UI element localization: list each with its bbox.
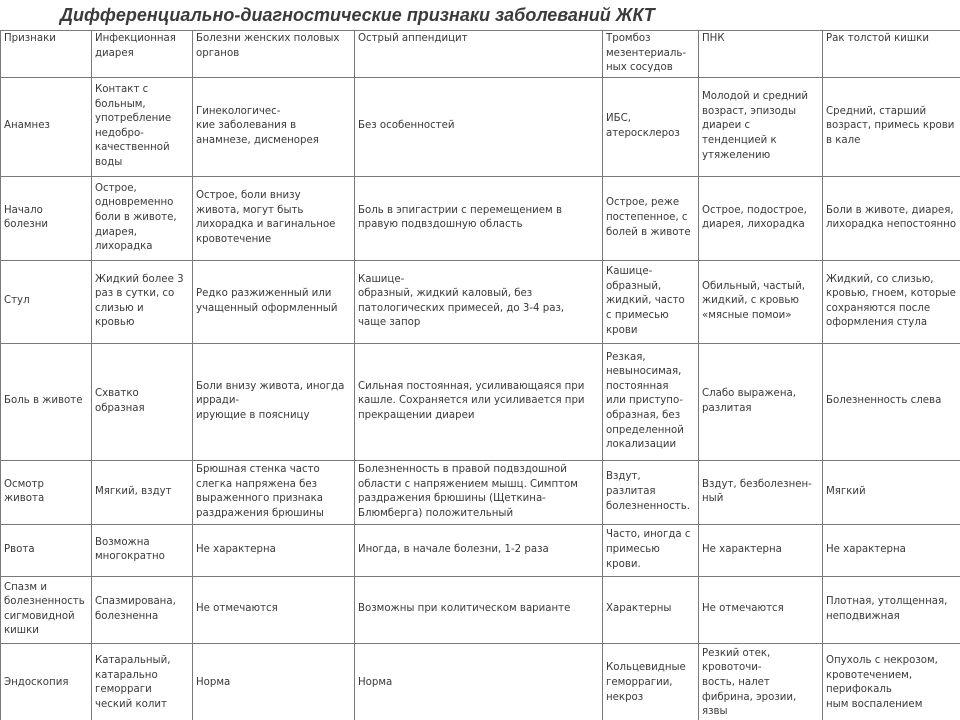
cell-text: Возможна многократно xyxy=(95,536,165,563)
table-cell xyxy=(603,260,699,343)
cell-text: Плотная, утолщенная, неподвижная xyxy=(826,596,948,622)
table-row xyxy=(1,460,960,524)
cell-text: Кашице- образный, жидкий каловый, без патологических примесей, до 3-4 раз, чаще запор xyxy=(358,273,565,329)
cell-text: Брюшная стенка часто слегка напряжена без выраженного признака раздражения брюшины xyxy=(196,464,324,519)
table-cell xyxy=(699,77,823,176)
table-cell xyxy=(355,643,603,720)
table-cell xyxy=(823,460,960,524)
header-cell xyxy=(603,31,699,78)
header-cell-text: Рак толстой кишки xyxy=(826,33,929,44)
cell-text: Иногда, в начале болезни, 1-2 раза xyxy=(358,543,549,555)
table-cell xyxy=(823,260,960,343)
table-cell xyxy=(823,576,960,643)
row-label-cell xyxy=(1,77,92,176)
table-cell xyxy=(823,343,960,460)
table-row xyxy=(1,260,960,343)
cell-text: Не характерна xyxy=(196,543,276,555)
table-cell xyxy=(823,77,960,176)
table-row xyxy=(1,524,960,576)
cell-text: Кольцевидные геморрагии, некроз xyxy=(606,662,686,703)
row-label-cell xyxy=(1,460,92,524)
cell-text: Схватко образная xyxy=(95,388,145,414)
cell-text: Резкий отек, кровоточи- вость, налет фибрина, эрозии, язвы xyxy=(702,647,797,718)
cell-text: Резкая, невыносимая, постоянная или приступо- образная, без определенной локализации xyxy=(606,351,684,451)
diagnostic-table xyxy=(0,30,960,720)
cell-text: Острое, одновременно боли в животе, диарея, лихорадка xyxy=(95,182,177,253)
table-header-row xyxy=(1,31,960,78)
table-cell xyxy=(193,643,355,720)
table-cell xyxy=(603,576,699,643)
cell-text: Контакт с больным, употребление недобро- качественной воды xyxy=(95,84,172,168)
page-title: Дифференциально-диагностические признаки заболеваний ЖКТ xyxy=(60,5,655,25)
cell-text: Жидкий, со слизью, кровью, гноем, которые сохраняются после оформления стула xyxy=(826,273,956,329)
cell-text: Не отмечаются xyxy=(702,603,784,615)
table-cell xyxy=(193,524,355,576)
table-row xyxy=(1,576,960,643)
table-cell xyxy=(355,176,603,260)
table-cell xyxy=(603,77,699,176)
table-cell xyxy=(603,524,699,576)
table-cell xyxy=(823,524,960,576)
cell-text: Норма xyxy=(358,676,393,688)
cell-text: Не характерна xyxy=(826,543,906,555)
table-cell xyxy=(699,643,823,720)
header-cell-text: Болезни женских половых органов xyxy=(196,33,340,59)
table-cell xyxy=(603,643,699,720)
table-cell xyxy=(355,524,603,576)
cell-text: Характерны xyxy=(606,603,672,615)
cell-text: Острое, реже постепенное, с болей в животе xyxy=(606,197,691,238)
row-label-cell xyxy=(1,576,92,643)
cell-text: Слабо выражена, разлитая xyxy=(702,388,796,414)
header-cell xyxy=(193,31,355,78)
table-cell xyxy=(193,176,355,260)
table-cell xyxy=(823,176,960,260)
cell-text: Обильный, частый, жидкий, с кровью «мясные помои» xyxy=(702,280,805,322)
table-cell xyxy=(823,643,960,720)
cell-text: Спазмирована, болезненна xyxy=(95,596,176,622)
row-label: Осмотр живота xyxy=(4,478,45,505)
table-cell xyxy=(355,343,603,460)
cell-text: Жидкий более 3 раз в сутки, со слизью и кровью xyxy=(95,273,184,329)
cell-text: Кашице- образный, жидкий, часто с примесью крови xyxy=(606,266,685,336)
table-cell xyxy=(193,576,355,643)
table-cell xyxy=(92,77,193,176)
table-cell xyxy=(92,524,193,576)
table-cell xyxy=(603,343,699,460)
header-cell xyxy=(1,31,92,78)
table-cell xyxy=(355,576,603,643)
header-cell xyxy=(823,31,960,78)
cell-text: Боли в животе, диарея, лихорадка непостоянно xyxy=(826,204,957,231)
table-cell xyxy=(92,176,193,260)
row-label-cell xyxy=(1,643,92,720)
row-label-cell xyxy=(1,343,92,460)
row-label-cell xyxy=(1,176,92,260)
table-cell xyxy=(355,460,603,524)
table-cell xyxy=(92,343,193,460)
table-cell xyxy=(92,643,193,720)
row-label: Анамнез xyxy=(4,120,50,132)
table-cell xyxy=(699,176,823,260)
table-cell xyxy=(193,460,355,524)
cell-text: Возможны при колитическом варианте xyxy=(358,603,571,615)
table-cell xyxy=(193,77,355,176)
table-row xyxy=(1,343,960,460)
row-label: Спазм и болезненность сигмовидной кишки xyxy=(4,581,85,637)
table-cell xyxy=(92,260,193,343)
cell-text: Боли внизу живота, иногда ирради- ирующие в поясницу xyxy=(196,380,345,422)
table-cell xyxy=(699,460,823,524)
cell-text: Сильная постоянная, усиливающаяся при кашле. Сохраняется или усиливается при прекращении диареи xyxy=(358,380,585,422)
header-cell xyxy=(92,31,193,78)
header-cell-text: Тромбоз мезентериаль- ных сосудов xyxy=(606,33,687,74)
table-cell xyxy=(355,260,603,343)
cell-text: Болезненность в правой подвздошной области с напряжением мышц. Симптом раздражения брюшины (Щеткина- Блюмберга) положительный xyxy=(358,464,578,519)
table-cell xyxy=(355,77,603,176)
cell-text: Острое, подострое, диарея, лихорадка xyxy=(702,204,807,231)
cell-text: Часто, иногда с примесью крови. xyxy=(606,529,691,570)
table-cell xyxy=(193,260,355,343)
table-cell xyxy=(603,460,699,524)
cell-text: Не отмечаются xyxy=(196,603,278,615)
table-cell xyxy=(92,460,193,524)
row-label: Начало болезни xyxy=(4,204,48,231)
row-label: Рвота xyxy=(4,543,35,555)
row-label-cell xyxy=(1,260,92,343)
table-row xyxy=(1,77,960,176)
cell-text: Молодой и средний возраст, эпизоды диареи с тенденцией к утяжелению xyxy=(702,91,809,161)
cell-text: Болезненность слева xyxy=(826,395,942,407)
cell-text: Мягкий xyxy=(826,485,866,497)
cell-text: Вздут, разлитая болезненность. xyxy=(606,471,690,512)
table-cell xyxy=(193,343,355,460)
table-row xyxy=(1,176,960,260)
table-cell xyxy=(603,176,699,260)
cell-text: Вздут, безболезнен- ный xyxy=(702,478,812,505)
table-cell xyxy=(699,524,823,576)
row-label: Эндоскопия xyxy=(4,676,69,688)
header-cell-text: Инфекционная диарея xyxy=(95,33,176,59)
header-cell-text: ПНК xyxy=(702,33,725,44)
cell-text: Острое, боли внизу живота, могут быть лихорадка и вагинальное кровотечение xyxy=(196,190,336,245)
header-cell xyxy=(355,31,603,78)
header-cell xyxy=(699,31,823,78)
cell-text: Опухоль с некрозом, кровотечением, перифокаль ным воспалением xyxy=(826,655,938,710)
header-cell-text: Острый аппендицит xyxy=(358,33,468,44)
row-label-cell xyxy=(1,524,92,576)
table-cell xyxy=(92,576,193,643)
cell-text: Гинекологичес- кие заболевания в анамнезе, дисменорея xyxy=(196,105,319,147)
table-cell xyxy=(699,260,823,343)
cell-text: Боль в эпигастрии с перемещением в правую подвздошную область xyxy=(358,204,562,231)
cell-text: Мягкий, вздут xyxy=(95,485,172,497)
cell-text: Норма xyxy=(196,676,231,688)
row-label: Стул xyxy=(4,295,30,307)
cell-text: Катаральный, катарально геморраги ческий колит xyxy=(95,655,171,710)
cell-text: Не характерна xyxy=(702,543,782,555)
cell-text: ИБС, атеросклероз xyxy=(606,113,680,139)
row-label: Боль в животе xyxy=(4,395,83,407)
cell-text: Редко разжиженный или учащенный оформленный xyxy=(196,288,338,314)
cell-text: Без особенностей xyxy=(358,120,455,132)
cell-text: Средний, старший возраст, примесь крови в кале xyxy=(826,105,955,147)
header-cell-text: Признаки xyxy=(4,33,56,44)
table-cell xyxy=(699,343,823,460)
table-row xyxy=(1,643,960,720)
table-cell xyxy=(699,576,823,643)
